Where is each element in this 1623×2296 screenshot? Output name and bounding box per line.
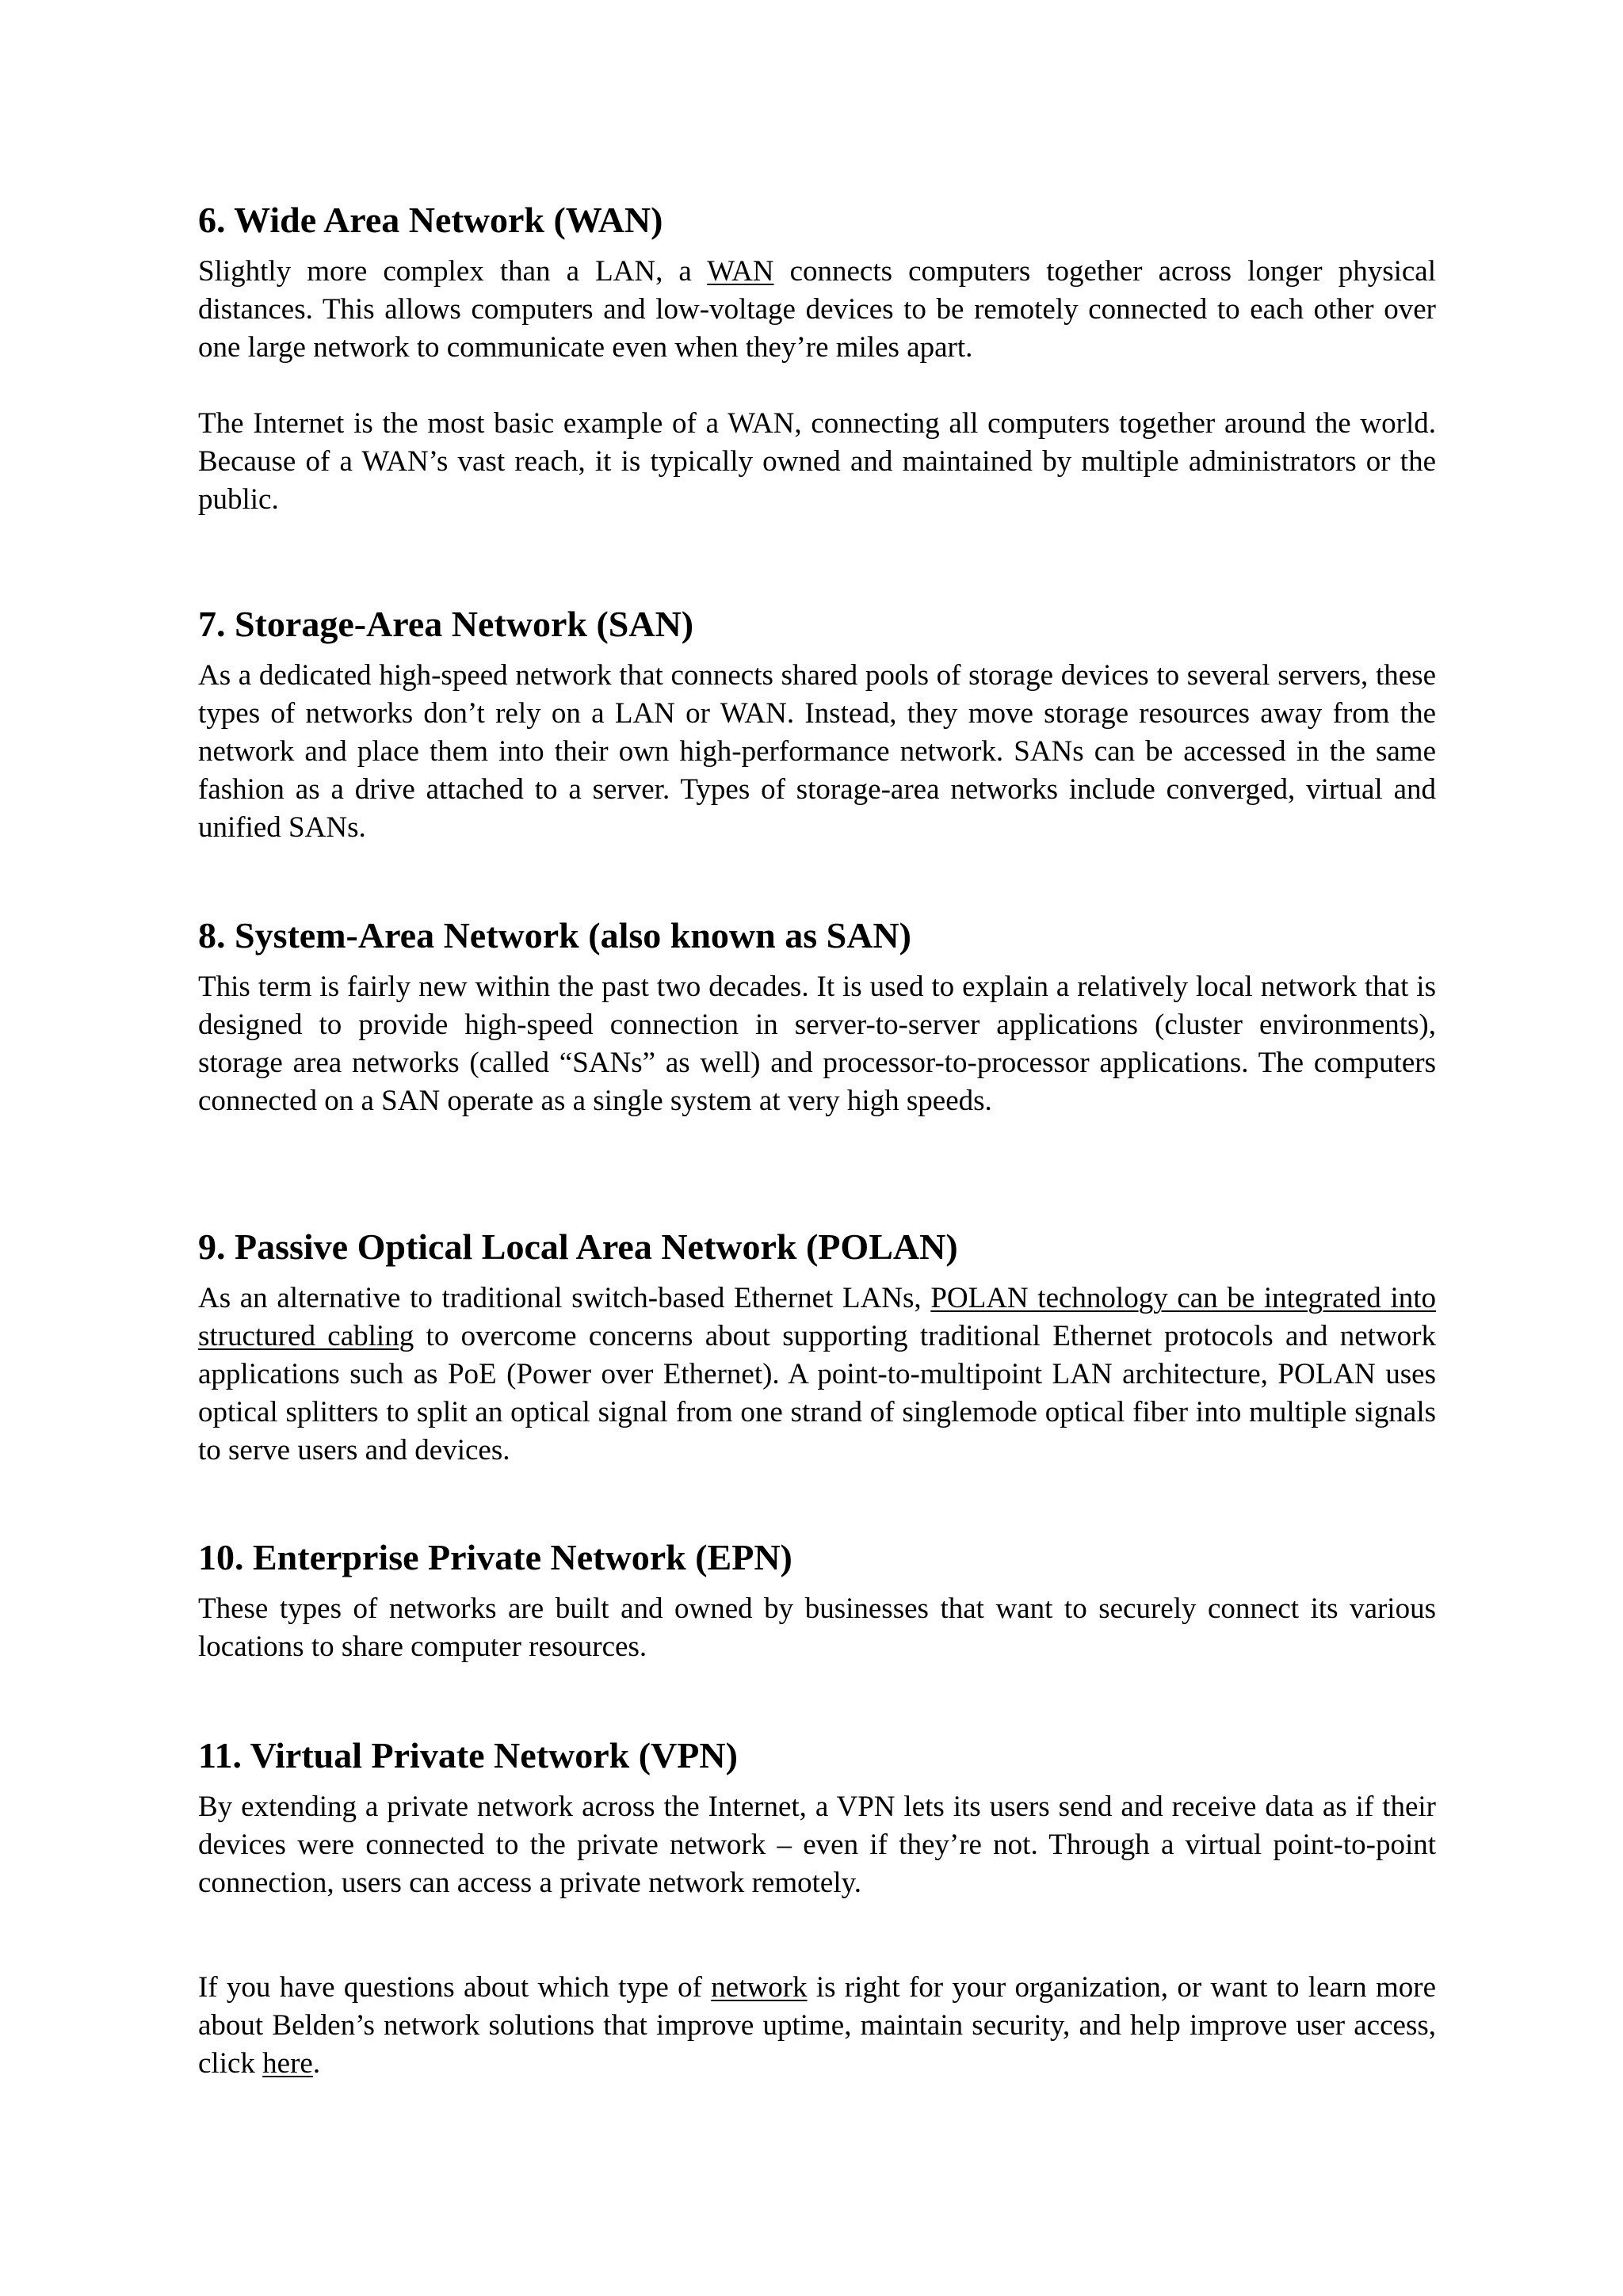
section-paragraph: By extending a private network across the Internet, a VPN lets its users send and receive data as if their devices were connected to the private network – even if they’re not. Through a virtual point-to-point connection, users can access a private network remotely. (198, 1791, 1436, 1899)
section-paragraph: Slightly more complex than a LAN, a WAN connects computers together across longer physical distances. This allows computers and low-voltage devices to be remotely connected to each other over one large network to communicate even when they’re miles apart. (198, 255, 1436, 364)
here-link[interactable]: here (262, 2047, 313, 2080)
section-system-area (198, 915, 1436, 1120)
section-storage-area (198, 604, 1436, 847)
section-paragraph: The Internet is the most basic example of a WAN, connecting all computers together around the world. Because of a WAN’s vast reach, it is typically owned and maintained by multiple administrators or the public. (198, 407, 1436, 516)
section-heading: 8. System-Area Network (also known as SAN) (198, 915, 911, 955)
closing-block (198, 1969, 1436, 2083)
section-paragraph: As a dedicated high-speed network that connects shared pools of storage devices to several servers, these types of networks don’t rely on a LAN or WAN. Instead, they move storage resources away from the network and place them into their own high-performance network. SANs can be accessed in the same fashion as a drive attached to a server. Types of storage-area networks include converged, virtual and unified SANs. (198, 659, 1436, 844)
closing-paragraph: If you have questions about which type of network is right for your organization, or want to learn more about Belden’s network solutions that improve uptime, maintain security, and help improve user access, click here. (198, 1971, 1436, 2080)
section-vpn (198, 1735, 1436, 1902)
section-paragraph: As an alternative to traditional switch-based Ethernet LANs, POLAN technology can be integrated into structured cabling to overcome concerns about supporting traditional Ethernet protocols and network applications such as PoE (Power over Ethernet). A point-to-multipoint LAN architecture, POLAN uses optical splitters to split an optical signal from one strand of singlemode optical fiber into multiple signals to serve users and devices. (198, 1282, 1437, 1466)
section-heading: 7. Storage-Area Network (SAN) (198, 604, 694, 644)
section-heading: 11. Virtual Private Network (VPN) (198, 1735, 738, 1775)
network-link[interactable]: network (711, 1971, 808, 2004)
section-polan (198, 1226, 1436, 1470)
section-heading: 10. Enterprise Private Network (EPN) (198, 1537, 792, 1577)
section-epn (198, 1537, 1436, 1666)
section-paragraph: This term is fairly new within the past two decades. It is used to explain a relatively local network that is designed to provide high-speed connection in server-to-server applications (cluster environments), storage area networks (called “SANs” as well) and processor-to-processor applications. The computers connected on a SAN operate as a single system at very high speeds. (198, 971, 1436, 1117)
section-heading: 6. Wide Area Network (WAN) (198, 200, 663, 240)
section-wan (198, 200, 1436, 519)
wan-link[interactable]: WAN (707, 255, 774, 288)
section-paragraph: These types of networks are built and owned by businesses that want to securely connect its various locations to share computer resources. (198, 1592, 1436, 1663)
section-heading: 9. Passive Optical Local Area Network (POLAN) (198, 1226, 958, 1267)
polan-link[interactable]: POLAN technology can be integrated into structured cabling (198, 1282, 1437, 1352)
